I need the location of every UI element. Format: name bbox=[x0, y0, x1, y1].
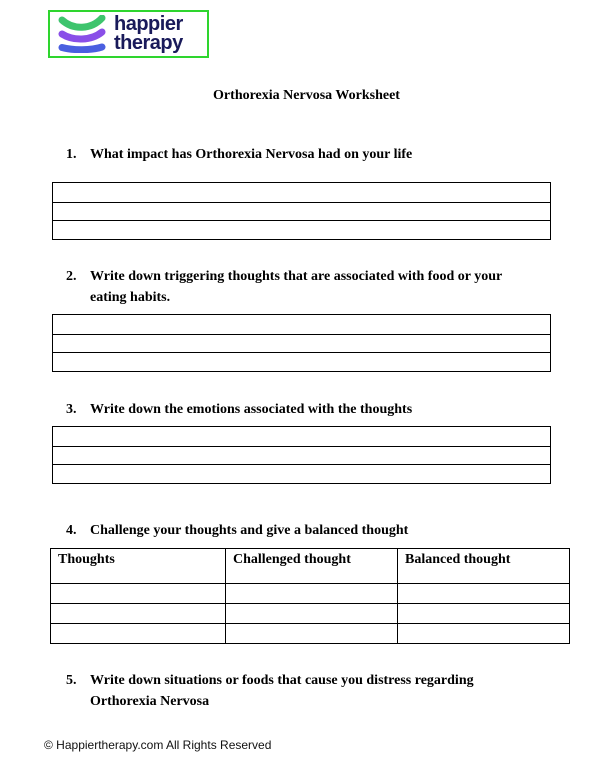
column-header-challenged-thought: Challenged thought bbox=[226, 549, 398, 583]
question-2-text-line-2: eating habits. bbox=[90, 290, 171, 305]
arc-bottom bbox=[62, 47, 102, 50]
question-5-number: 5. bbox=[66, 673, 77, 688]
answer-table-3 bbox=[52, 426, 551, 484]
question-3 bbox=[66, 399, 560, 420]
table-cell bbox=[51, 584, 226, 603]
smile-waves-icon bbox=[57, 15, 107, 53]
answer-table-2 bbox=[52, 314, 551, 372]
table-cell bbox=[226, 584, 398, 603]
answer-row bbox=[53, 465, 550, 483]
brand-logo bbox=[48, 10, 209, 58]
thought-table-row bbox=[51, 624, 569, 643]
table-cell bbox=[398, 584, 569, 603]
question-2 bbox=[66, 266, 560, 308]
question-1-text: What impact has Orthorexia Nervosa had on your life bbox=[90, 147, 413, 162]
brand-name bbox=[114, 15, 183, 53]
question-5-text-line-2: Orthorexia Nervosa bbox=[90, 694, 210, 709]
arc-middle bbox=[62, 32, 102, 39]
table-cell bbox=[398, 604, 569, 623]
table-cell bbox=[51, 604, 226, 623]
question-4-text: Challenge your thoughts and give a balanced thought bbox=[90, 523, 409, 538]
page-title: Orthorexia Nervosa Worksheet bbox=[213, 88, 400, 103]
answer-row bbox=[53, 353, 550, 371]
copyright-notice: © Happiertherapy.com All Rights Reserved bbox=[44, 738, 272, 752]
question-5 bbox=[66, 670, 560, 712]
question-2-number: 2. bbox=[66, 269, 77, 284]
table-cell bbox=[226, 604, 398, 623]
thought-table-row bbox=[51, 604, 569, 624]
brand-word-1: happier bbox=[114, 13, 183, 35]
question-5-text-line-1: Write down situations or foods that cause you distress regarding bbox=[90, 673, 474, 688]
thought-table-row bbox=[51, 584, 569, 604]
answer-row bbox=[53, 447, 550, 465]
table-cell bbox=[398, 624, 569, 643]
question-1-number: 1. bbox=[66, 147, 77, 162]
table-cell bbox=[226, 624, 398, 643]
answer-row bbox=[53, 315, 550, 335]
question-1 bbox=[66, 144, 560, 165]
answer-row bbox=[53, 335, 550, 353]
answer-table-1 bbox=[52, 182, 551, 240]
answer-row bbox=[53, 427, 550, 447]
answer-row bbox=[53, 203, 550, 221]
question-3-text: Write down the emotions associated with the thoughts bbox=[90, 402, 413, 417]
question-2-text-line-1: Write down triggering thoughts that are associated with food or your bbox=[90, 269, 503, 284]
brand-word-2: therapy bbox=[114, 32, 183, 54]
thought-challenge-table bbox=[50, 548, 570, 644]
table-cell bbox=[51, 624, 226, 643]
question-3-number: 3. bbox=[66, 402, 77, 417]
answer-row bbox=[53, 221, 550, 239]
arc-top bbox=[62, 18, 102, 27]
column-header-balanced-thought: Balanced thought bbox=[405, 552, 511, 567]
column-header-thoughts: Thoughts bbox=[51, 549, 226, 583]
answer-row bbox=[53, 183, 550, 203]
question-4 bbox=[66, 520, 560, 541]
question-4-number: 4. bbox=[66, 523, 77, 538]
thought-table-header-row bbox=[51, 549, 569, 584]
